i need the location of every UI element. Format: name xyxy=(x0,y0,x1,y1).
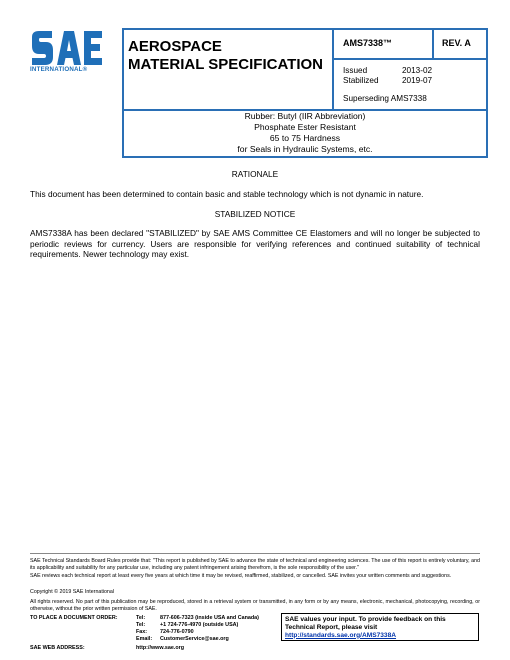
tel-usa[interactable]: 877-606-7323 (inside USA and Canada) xyxy=(160,615,259,621)
tel-intl[interactable]: +1 724-776-4970 (outside USA) xyxy=(160,622,239,628)
tel-label: Tel: xyxy=(136,615,146,621)
feedback-text-line1: SAE values your input. To provide feedback on this xyxy=(285,616,446,623)
email-address[interactable]: CustomerService@sae.org xyxy=(160,636,229,642)
fax-number: 724-776-0790 xyxy=(160,629,194,635)
fax-label: Fax: xyxy=(136,629,148,635)
logo-subtitle: INTERNATIONAL® xyxy=(30,66,88,73)
feedback-text-line2: Technical Report, please visit xyxy=(285,623,378,631)
stabilized-notice-text: AMS7338A has been declared "STABILIZED" by SAE AMS Committee CE Elastomers and will no longer be subjected to periodic reviews for currency. Users are responsible for verifying references and continued suitability of technical requirements. Newer technology may exist. xyxy=(30,228,480,259)
footer-rules-paragraph: SAE Technical Standards Board Rules provide that: "This report is published by SAE to advance the state of technical and engineering sciences. The use of this report is entirely voluntary, and its applicability and suitability for any particular use, including any patent infringement arising therefrom, is the sole responsibility of the user." xyxy=(30,558,480,571)
subject-line: Phosphate Ester Resistant xyxy=(254,122,356,132)
subject-line: for Seals in Hydraulic Systems, etc. xyxy=(237,144,373,154)
doc-type-title-line1: AEROSPACE xyxy=(128,38,222,55)
rev-divider xyxy=(432,28,434,59)
footer-review-paragraph: SAE reviews each technical report at least every five years at which time it may be revised, reaffirmed, stabilized, or cancelled. SAE invites your written comments and suggestions. xyxy=(30,573,452,579)
document-number: AMS7338™ xyxy=(343,38,393,48)
superseding-note: Superseding AMS7338 xyxy=(343,94,427,103)
doc-type-title-line2: MATERIAL SPECIFICATION xyxy=(128,56,323,73)
email-label: Email: xyxy=(136,636,153,642)
footer-rule xyxy=(30,553,480,554)
issued-date: 2013-02 xyxy=(402,66,433,75)
stabilized-date: 2019-07 xyxy=(402,76,433,85)
doc-number-divider xyxy=(332,58,488,60)
feedback-box xyxy=(281,613,479,641)
revision-label: REV. A xyxy=(442,38,471,48)
issued-label: Issued xyxy=(343,66,368,75)
order-label: TO PLACE A DOCUMENT ORDER: xyxy=(30,615,118,621)
stabilized-label: Stabilized xyxy=(343,76,379,85)
rights-paragraph: All rights reserved. No part of this publication may be reproduced, stored in a retrieval system or transmitted, in any form or by any means, electronic, mechanical, photocopying, recording, or otherwise, without the prior written permission of SAE. xyxy=(30,599,480,612)
rationale-text: This document has been determined to contain basic and stable technology which is not dynamic in nature. xyxy=(30,189,424,199)
stabilized-notice-heading: STABILIZED NOTICE xyxy=(214,209,296,219)
subject-line: 65 to 75 Hardness xyxy=(269,133,341,143)
web-address[interactable]: http://www.sae.org xyxy=(136,645,185,651)
rationale-heading: RATIONALE xyxy=(231,169,279,179)
tel-label-2: Tel: xyxy=(136,622,146,628)
feedback-link[interactable]: http://standards.sae.org/AMS7338A xyxy=(285,631,397,639)
subject-line: Rubber: Butyl (IIR Abbreviation) xyxy=(244,111,366,121)
header-divider-vertical xyxy=(332,28,334,111)
web-label: SAE WEB ADDRESS: xyxy=(30,645,85,651)
copyright: Copyright © 2019 SAE International xyxy=(30,589,114,595)
subject-block xyxy=(122,111,488,155)
